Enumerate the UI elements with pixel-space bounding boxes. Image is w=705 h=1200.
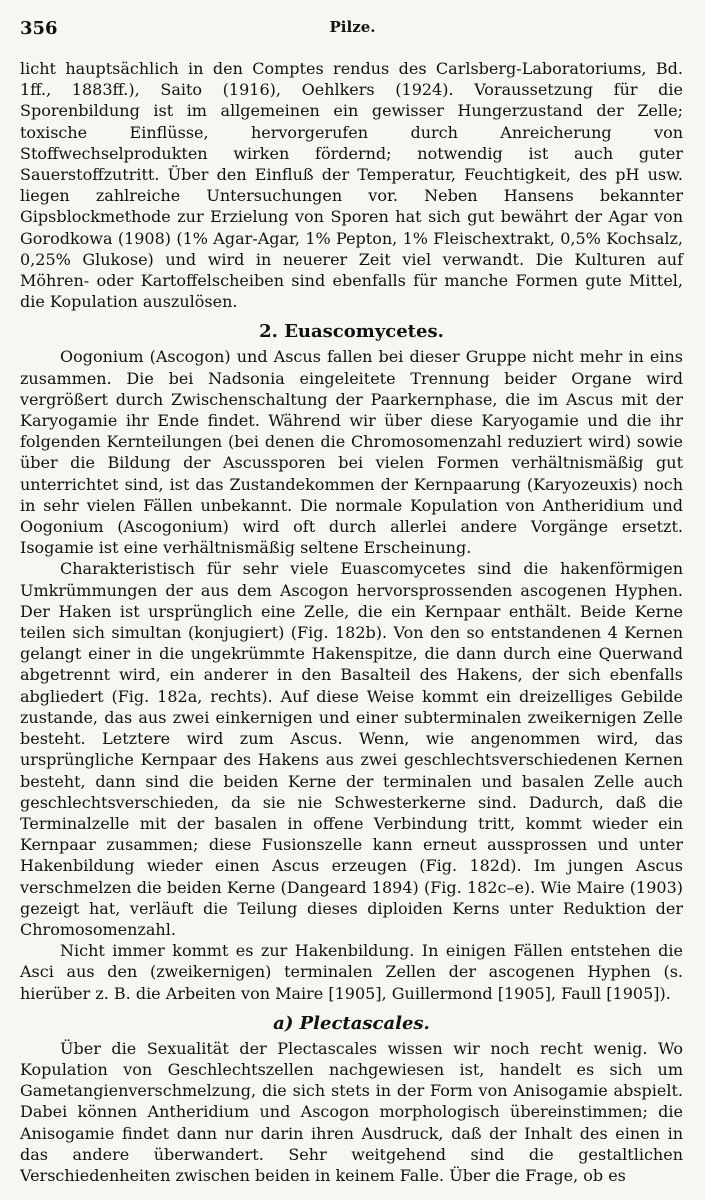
paragraph-oogonium: Oogonium (Ascogon) und Ascus fallen bei dieser Gruppe nicht mehr in eins zusammen. Die bei Nadsonia eingeleitete Trennung beider Organe wird vergrößert durch Zwischenschaltung der Paarkernphase, die im Ascus mit der Karyogamie ihr Ende findet. Während wir über diese Karyogamie und die ihr folgenden Kernteilungen (bei denen die Chromosomenzahl reduziert wird) sowie über die Bildung der Ascussporen bei vielen Formen verhältnismäßig gut unterrichtet sind, ist das Zustandekommen der Kernpaarung (Karyozeuxis) noch in sehr vielen Fällen unbekannt. Die normale Kopulation von Antheridium und Oogonium (Ascogonium) wird oft durch allerlei andere Vorgänge ersetzt. Isogamie ist eine verhältnismäßig seltene Erscheinung.: [20, 347, 683, 558]
section-heading-plectascales: a) Plectascales.: [273, 1012, 430, 1034]
page-body: [20, 58, 683, 1186]
paragraph-hakenbildung: Charakteristisch für sehr viele Euascomycetes sind die hakenförmigen Umkrümmungen der aus dem Ascogon hervorsprossenden ascogenen Hyphen. Der Haken ist ursprünglich eine Zelle, die ein Kernpaar enthält. Beide Kerne teilen sich simultan (konjugiert) (Fig. 182b). Von den so entstandenen 4 Kernen gelangt einer in die ungekrümmte Hakenspitze, die dann durch eine Querwand abgetrennt wird, ein anderer in den Basalteil des Hakens, der sich ebenfalls abgliedert (Fig. 182a, rechts). Auf diese Weise kommt ein dreizelliges Gebilde zustande, das aus zwei einkernigen und einer subterminalen zweikernigen Zelle besteht. Letztere wird zum Ascus. Wenn, wie angenommen wird, das ursprüngliche Kernpaar des Hakens aus zwei geschlechtsverschiedenen Kernen besteht, dann sind die beiden Kerne der terminalen und basalen Zelle auch geschlechtsverschieden, da sie nie Schwesterkerne sind. Dadurch, daß die Terminalzelle mit der basalen in offene Verbindung tritt, kommt wieder ein Kernpaar zusammen; diese Fusionszelle kann erneut aussprossen und unter Hakenbildung wieder einen Ascus erzeugen (Fig. 182d). Im jungen Ascus verschmelzen die beiden Kerne (Dangeard 1894) (Fig. 182c–e). Wie Maire (1903) gezeigt hat, verläuft die Teilung dieses diploiden Kerns unter Reduktion der Chromosomenzahl.: [20, 559, 683, 939]
section-heading-euascomycetes: 2. Euascomycetes.: [259, 321, 444, 343]
paragraph-asci: Nicht immer kommt es zur Hakenbildung. In einigen Fällen entstehen die Asci aus den (zweikernigen) terminalen Zellen der ascogenen Hyphen (s. hierüber z. B. die Arbeiten von Maire [1905], Guillermond [1905], Faull [1905]).: [20, 941, 683, 1003]
page-header: [20, 14, 685, 50]
page-number: 356: [20, 18, 58, 39]
paragraph-continued: licht hauptsächlich in den Comptes rendus des Carlsberg-Laboratoriums, Bd. 1ff., 1883ff.), Saito (1916), Oehlkers (1924). Voraussetzung für die Sporenbildung ist im allgemeinen ein gewisser Hungerzustand der Zelle; toxische Einflüsse, hervorgerufen durch Anreicherung von Stoffwechselprodukten wirken fördernd; notwendig ist auch guter Sauerstoffzutritt. Über den Einfluß der Temperatur, Feuchtigkeit, des pH usw. liegen zahlreiche Untersuchungen vor. Neben Hansens bekannter Gipsblockmethode zur Erzielung von Sporen hat sich gut bewährt der Agar von Gorodkowa (1908) (1% Agar-Agar, 1% Pepton, 1% Fleischextrakt, 0,5% Kochsalz, 0,25% Glukose) und wird in neuerer Zeit viel verwandt. Die Kulturen auf Möhren- oder Kartoffelscheiben sind ebenfalls für manche Formen gute Mittel, die Kopulation auszulösen.: [20, 59, 683, 312]
running-head: Pilze.: [329, 18, 376, 36]
paragraph-sexualitaet: Über die Sexualität der Plectascales wissen wir noch recht wenig. Wo Kopulation von Geschlechtszellen nachgewiesen ist, handelt es sich um Gametangienverschmelzung, die sich stets in der Form von Anisogamie abspielt. Dabei können Antheridium und Ascogon morphologisch übereinstimmen; die Anisogamie findet dann nur darin ihren Ausdruck, daß der Inhalt des einen in das andere überwandert. Sehr weitgehend sind die gestaltlichen Verschiedenheiten zwischen beiden in keinem Falle. Über die Frage, ob es: [20, 1038, 683, 1185]
